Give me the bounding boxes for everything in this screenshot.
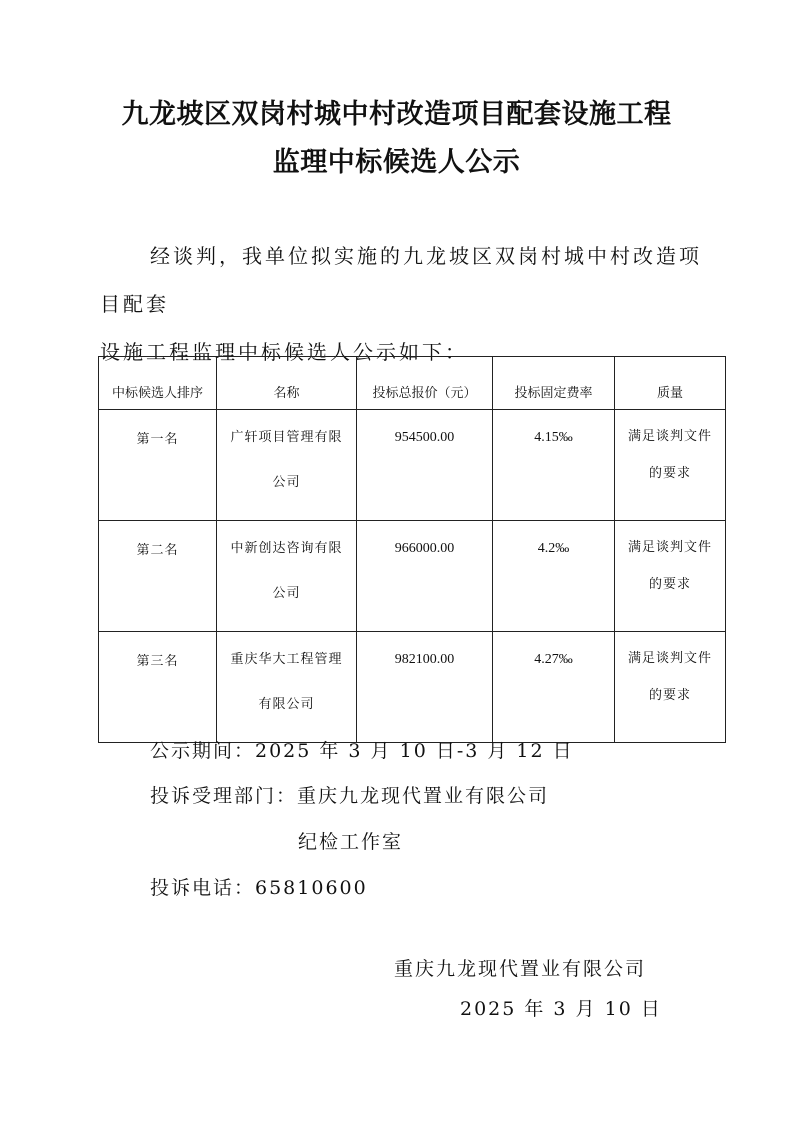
quality-line1: 满足谈判文件 xyxy=(627,540,712,555)
price-cell: 966000.00 xyxy=(357,521,493,632)
rank-cell: 第一名 xyxy=(99,410,217,521)
rate-cell: 4.15‰ xyxy=(493,410,615,521)
rank-cell: 第三名 xyxy=(99,632,217,743)
intro-paragraph xyxy=(100,232,720,376)
quality-cell xyxy=(615,632,726,743)
signature-company: 重庆九龙现代置业有限公司 xyxy=(394,958,647,980)
name-line2: 公司 xyxy=(272,586,301,601)
table-row xyxy=(99,632,726,743)
header-rate: 投标固定费率 xyxy=(493,357,615,410)
quality-line1: 满足谈判文件 xyxy=(627,651,712,666)
table-header-row xyxy=(99,357,726,410)
name-line1: 中新创达咨询有限 xyxy=(230,541,343,556)
complaint-phone: 投诉电话：65810600 xyxy=(150,877,368,899)
name-cell xyxy=(217,632,357,743)
header-quality: 质量 xyxy=(615,357,726,410)
name-cell xyxy=(217,521,357,632)
publicity-period: 公示期间：2025 年 3 月 10 日-3 月 12 日 xyxy=(150,740,574,762)
rate-cell: 4.2‰ xyxy=(493,521,615,632)
header-name: 名称 xyxy=(217,357,357,410)
rank-cell: 第二名 xyxy=(99,521,217,632)
quality-line2: 的要求 xyxy=(648,466,691,481)
document-title-line1: 九龙坡区双岗村城中村改造项目配套设施工程 xyxy=(121,99,672,130)
name-line1: 重庆华大工程管理 xyxy=(230,652,343,667)
signature-date: 2025 年 3 月 10 日 xyxy=(460,998,662,1020)
complaint-department-office: 纪检工作室 xyxy=(298,831,404,853)
quality-line1: 满足谈判文件 xyxy=(627,429,712,444)
intro-line1: 经谈判，我单位拟实施的九龙坡区双岗村城中村改造项目配套 xyxy=(100,244,702,316)
name-line2: 有限公司 xyxy=(258,697,315,712)
quality-line2: 的要求 xyxy=(648,577,691,592)
quality-cell xyxy=(615,410,726,521)
candidate-table xyxy=(98,356,726,743)
name-cell xyxy=(217,410,357,521)
quality-cell xyxy=(615,521,726,632)
price-cell: 982100.00 xyxy=(357,632,493,743)
document-title-line2: 监理中标候选人公示 xyxy=(272,147,521,178)
rate-cell: 4.27‰ xyxy=(493,632,615,743)
name-line2: 公司 xyxy=(272,475,301,490)
table-row xyxy=(99,410,726,521)
complaint-department: 投诉受理部门：重庆九龙现代置业有限公司 xyxy=(150,785,550,807)
name-line1: 广轩项目管理有限 xyxy=(230,430,343,445)
quality-line2: 的要求 xyxy=(648,688,691,703)
intro-line2: 设施工程监理中标候选人公示如下： xyxy=(100,340,468,364)
table-row xyxy=(99,521,726,632)
price-cell: 954500.00 xyxy=(357,410,493,521)
header-price: 投标总报价（元） xyxy=(357,357,493,410)
header-rank: 中标候选人排序 xyxy=(99,357,217,410)
